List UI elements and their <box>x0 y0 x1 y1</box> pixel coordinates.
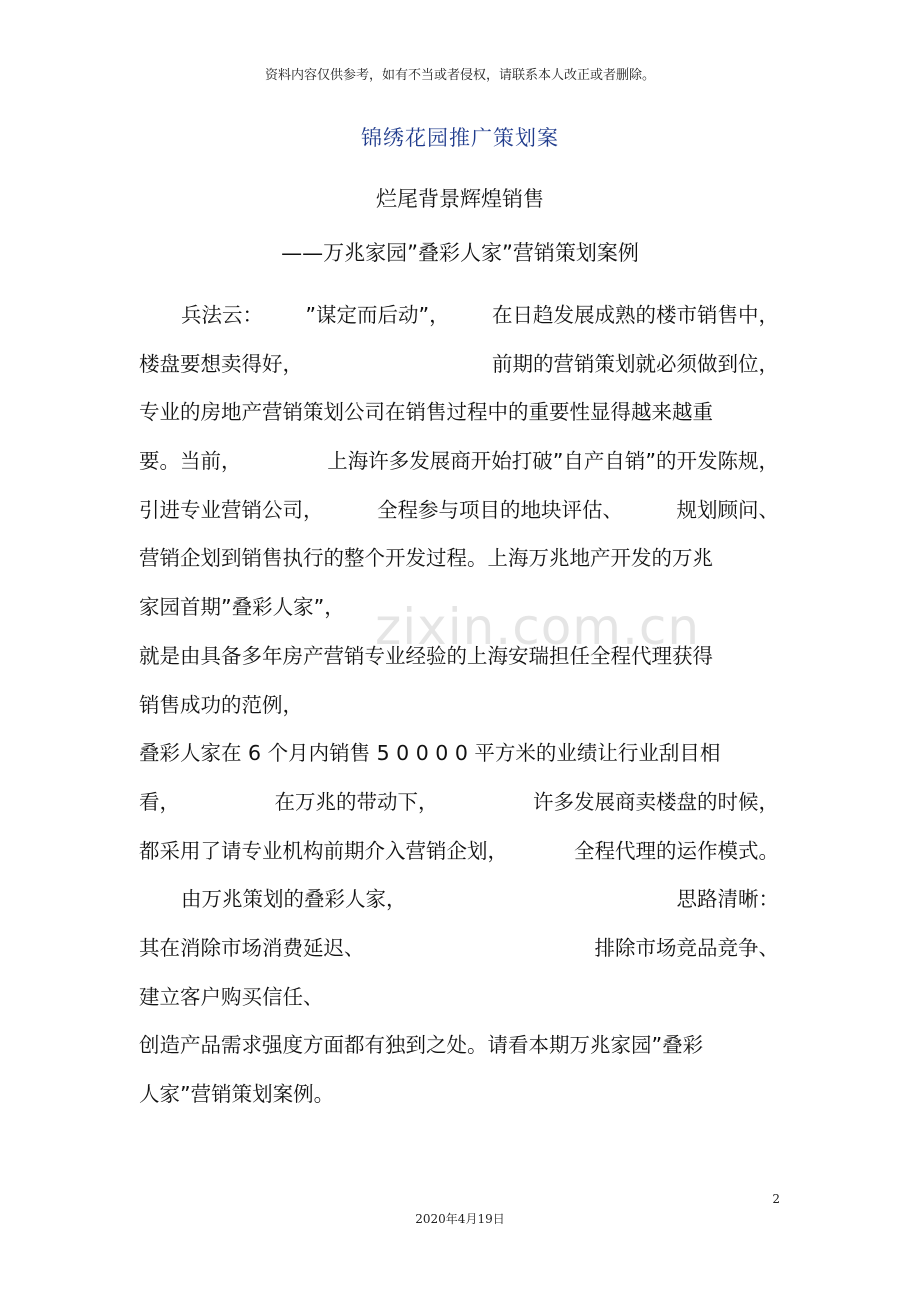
text-line: 营销企划到销售执行的整个开发过程。上海万兆地产开发的万兆 <box>139 546 713 571</box>
text-line: 就是由具备多年房产营销专业经验的上海安瑞担任全程代理获得 <box>139 643 713 668</box>
footer-date: 2020年4月19日 <box>415 1212 505 1226</box>
text-line: 专业的房地产营销策划公司在销售过程中的重要性显得越来越重 <box>139 400 713 425</box>
text-line: 人家”营销策划案例。 <box>139 1082 335 1106</box>
text-line: 叠彩人家在 6 个月内销售 5 0 0 0 0 平方米的业绩让行业刮目相 <box>139 741 721 766</box>
text-line: 其在消除市场消费延迟、 排除市场竞品竞争、 <box>139 935 779 960</box>
text-line: 销售成功的范例， <box>139 692 303 717</box>
text-line: 楼盘要想卖得好， 前期的营销策划就必须做到位， <box>139 351 779 376</box>
text-line: 要。当前， 上海许多发展商开始打破”自产自销”的开发陈规， <box>139 449 779 474</box>
disclaimer-note: 资料内容仅供参考，如有不当或者侵权，请联系本人改正或者删除。 <box>264 68 655 83</box>
document-title: 锦绣花园推广策划案 <box>361 126 559 150</box>
page-number: 2 <box>772 1192 780 1206</box>
text-line: 都采用了请专业机构前期介入营销企划， 全程代理的运作模式。 <box>139 838 779 863</box>
text-line: 家园首期”叠彩人家”， <box>139 595 345 620</box>
text-line: 由万兆策划的叠彩人家， 思路清晰： <box>181 887 779 912</box>
text-line: 建立客户购买信任、 <box>139 984 324 1009</box>
body-paragraphs <box>139 300 779 1128</box>
text-line: 兵法云： ”谋定而后动”， 在日趋发展成熟的楼市销售中， <box>181 303 779 327</box>
text-line: 引进专业营销公司， 全程参与项目的地块评估、 规划顾问、 <box>139 497 779 522</box>
watermark-text: zixin.com.cn <box>375 598 701 656</box>
case-subtitle: ——万兆家园”叠彩人家”营销策划案例 <box>281 241 639 265</box>
text-line: 创造产品需求强度方面都有独到之处。请看本期万兆家园”叠彩 <box>139 1033 704 1058</box>
document-subtitle: 烂尾背景辉煌销售 <box>376 187 544 211</box>
text-line: 看， 在万兆的带动下， 许多发展商卖楼盘的时候， <box>139 789 779 814</box>
